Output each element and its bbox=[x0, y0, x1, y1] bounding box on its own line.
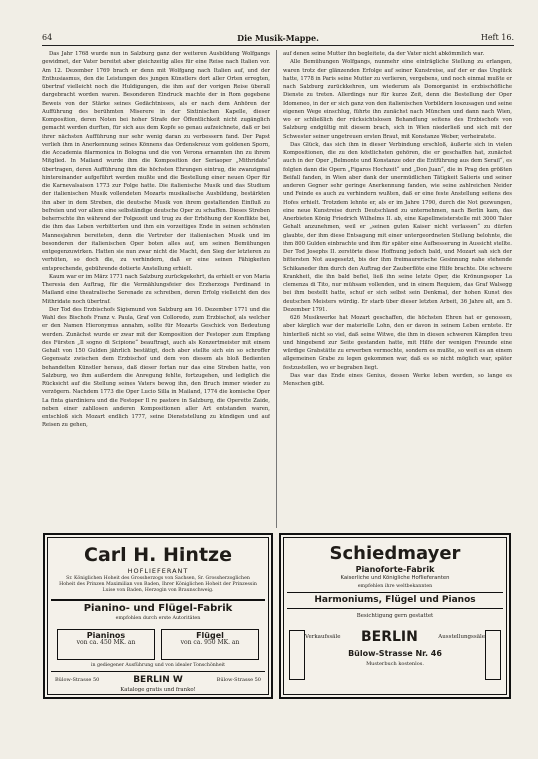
ad-royal-line: Kaiserliche und Königliche Hoflieferanten bbox=[340, 575, 450, 581]
ad-city: BERLIN bbox=[360, 629, 418, 645]
ad-visit-note: Besichtigung gern gestattet bbox=[356, 613, 434, 619]
ad-subtitle: HOFLIEFERANT bbox=[127, 567, 189, 575]
ad-company-name: Carl H. Hintze bbox=[84, 544, 232, 566]
ad-verkauf: Verkaufssäle bbox=[305, 634, 341, 640]
paragraph: Das war das Ende eines Genius, dessen Werke leben werden, so lange es Menschen gibt. bbox=[283, 372, 512, 387]
ad-ausstellung: Ausstellungssäle bbox=[438, 634, 485, 640]
paragraph: Das Glück, das sich ihm in dieser Verbindung erschloß, äußerte sich in vielen Kompositionen, die zu den köstlichsten gehören, die er geschaffen hat, zunächst auch in der Oper „Belmonte und Konstanze oder die Entführung aus dem Serail“, es folgten dann die Opern „Figaros Hochzeit“ und „Don Juan“, die in Prag den größten Beifall fanden, in Wien aber dank der unermüdlichen Tätigkeit Salieris und seiner anderen Gegner sehr geringe Anerkennung fanden, wie seine zahlreichen Neider und Feinde es auch zu verhindern wußten, daß er eine feste Anstellung seitens des Hofes erhielt. Trotzdem lehnte er, als er im Jahre 1790, durch die Not gezwungen, eine neue Kunstreise durch Deutschland zu unternehmen, nach Berlin kam, das Anerbieten König Friedrich Wilhelms II. ab, eine Kapellmeisterstelle mit 3000 Taler Gehalt anzunehmen, weil er „seinen guten Kaiser nicht verlassen“ zu dürfen glaubte, der ihm diese Entsagung mit einer untergeordneten Stellung belohnte, die ihm 800 Gulden einbrachte und ihm für später eine Aufbesserung in Aussicht stellte. Der Tod Josephs II. zerstörte diese Hoffnung jedoch bald, und Mozart sah sich der bittersten Not ausgesetzt, bis der ihm freimaurerische Gesinnung nahe stehende Schikaneder ihm durch den Auftrag der Zauberflöte eine Hilfe brachte. Die schwere Krankheit, die ihn bald befiel, ließ ihn seine letzte Oper, die Krönungsoper La clemenza di Tito, nur mühsam vollenden, und in einem Requiem, das Graf Walsegg bei ihm bestellt hatte, schuf er sich selbst sein Denkmal, der hohen Kunst des deutschen Meisters würdig. Er starb über dieser letzten Arbeit, 36 Jahre alt, am 5. Dezember 1791. bbox=[283, 141, 512, 313]
fluegel-box bbox=[161, 629, 259, 660]
paragraph: Das Jahr 1768 wurde nun in Salzburg ganz der weiteren Ausbildung Wolfgangs gewidmet, der Vater bereitet aber gleichzeitig alles für eine Reise nach Italien vor. Am 12. Dezember 1769 brach er denn mit Wolfgang nach Italien auf, und der Enthusiasmus, den die Leistungen des jungen Künstlers dort aller Orten erregten, übertraf vielleicht noch die Huldigungen, die ihm auf der vorigen Reise überall dargebracht worden waren. Besonderen Eindruck machte der in Rom gegebene Beweis von der Stärke seines Gedächtnisses, als er nach dem Anhören der Aufführung des berühmten Miserere in der Sixtinischen Kapelle, dieser Komposition, deren Noten bei hoher Strafe der Öffentlichkeit nicht zugänglich gemacht werden durften, für sich aus dem Kopfe so genau aufzeichnete, daß er bei ihrer nächsten Aufführung nur sehr wenig daran zu verbessern fand. Der Papst verlieh ihm in Anerkennung seines Könnens das Ordenskreuz vom goldenen Sporn, die Accademia filarmonica in Bologna und die von Verona ernannten ihn zu ihrem Mitglied. In Mailand wurde ihm die Komposition der Seriaoper „Mithridate“ übertragen, deren Aufführung ihm die höchsten Ehrungen eintrug, die zwanzigmal hintereinander aufgeführt werden mußte und die Bestellung einer neuen Oper für die Karnevalsaison 1773 zur Folge hatte. Die italienische Musik und das Studium der italienischen Musik vollendeten Mozarts musikalische Ausbildung, bestärkten ihn aber in dem Streben, die deutsche Musik von ihrem gestaltenden Einfluß zu befreien und vor allem eine selbständige deutsche Oper zu schaffen. Dieses Streben beherrschte ihn während der Folgezeit und trug zu der Erhöhung der Konflikte bei, die ihm das Leben verbitterten und ihm ein vorzeitiges Ende in seinen schönsten Mannesjahren bereiteten, denn die Vertreter der italienischen Musik und im besonderen der italienischen Oper boten alles auf, um seinen Bemühungen entgegenzuwirken. Hatten sie nun zwar nicht die Macht, den Sieg der letzteren zu verhüten, so doch die, zu verhindern, daß er eine seinen Fähigkeiten entsprechende, gebührende dotierte Anstellung erhielt. bbox=[42, 51, 270, 272]
ad-address: Bülow-Strasse Nr. 46 bbox=[348, 649, 442, 658]
issue-number: Heft 16. bbox=[480, 33, 514, 42]
ad-banner-text: Harmoniums, Flügel und Pianos bbox=[314, 595, 476, 605]
ad-rule bbox=[51, 599, 265, 601]
paragraph: Der Tod des Erzbischofs Sigismund von Salzburg am 16. Dezember 1771 und die Wahl des Bischofs Franz v. Paula, Graf von Colloredo, zum Erzbischof, als welcher er den Namen Hieronymus annahm, sollte für Mozarts Geschick von Bedeutung werden. Zunächst wurde er zwar mit der Komposition der Festoper zum Empfang des Fürsten „Il sogno di Scipione“ beauftragt, auch als Konzertmeister mit einem Gehalt von 150 Gulden jährlich bestätigt, doch aber stellte sich ein so schroffer Gegensatz zwischen dem Erzbischof und dem von diesem als bloß Bedienten behandelten Künstler heraus, daß dieser fortan nur das eine Streben hatte, von Salzburg, wo ihm außerdem die Anregung fehlte, fortzugehen, und lediglich die Rücksicht auf die Stellung seines Vaters bewog ihn, den Bruch immer wieder zu verzögern. Nachdem 1773 die Oper Lucio Silla in Mailand, 1774 die komische Oper La finta giardiniera und die Festoper Il re pastore in Salzburg, die Operette Zaide, neben einer zahllosen anderen Kompositionen aller Art entstanden waren, entschloß sich Mozart endlich 1777, seine Dienststellung zu kündigen und auf Reisen zu gehen, bbox=[42, 306, 270, 429]
fluegel-label: Flügel bbox=[196, 631, 224, 640]
pianino-price: von ca. 450 MK. an bbox=[76, 639, 136, 646]
page-header bbox=[42, 33, 514, 45]
ad-subtitle: Pianoforte-Fabrik bbox=[355, 565, 435, 574]
ad-company-name: Schiedmayer bbox=[329, 543, 461, 564]
fluegel-price: von ca. 950 MK. an bbox=[180, 639, 240, 646]
ad-catalog: Kataloge gratis und franko! bbox=[120, 687, 196, 693]
ad-city: BERLIN W bbox=[133, 675, 183, 685]
ad-royal-line: Sr. Königlichen Hoheit des Grossherzogs von Sachsen, Sr. Grossherzoglichen Hoheit des Prinzen Maximilian von Baden, Ihrer Königlichen Hoheit der Prinzessin Luise von Baden, Herzogin von Braunschweig. bbox=[59, 576, 257, 593]
schiedmayer-advertisement bbox=[279, 533, 511, 699]
page-number: 64 bbox=[42, 33, 53, 42]
column-divider bbox=[276, 50, 277, 528]
ad-product: Pianino- und Flügel-Fabrik bbox=[83, 603, 233, 614]
pianino-label: Pianinos bbox=[86, 631, 126, 640]
ad-rule bbox=[51, 671, 265, 672]
price-boxes bbox=[57, 629, 259, 660]
paragraph: auf denen seine Mutter ihn begleitete, da der Vater nicht abkömmlich war. bbox=[283, 51, 485, 57]
paragraph: 626 Musikwerke hat Mozart geschaffen, die höchsten Ehren hat er genossen, aber kärglich war der materielle Lohn, den er davon in seinem Leben erntete. Er hinterließ nicht so viel, daß seine Witwe, die ihm in diesen schweren Kämpfen treu und hingebend zur Seite gestanden hatte, mit Hilfe der wenigen Freunde eine würdige Grabstätte zu erwerben vermochte, sondern es mußte, so weit es an einem allgemeinen Grabe zu legen gekommen war, daß es so nicht möglich war, später festzustellen, wo er begraben liegt. bbox=[283, 315, 512, 371]
magazine-title: Die Musik-Mappe. bbox=[237, 33, 319, 43]
ad-empfehlen: empfehlen ihre weltbekannten bbox=[357, 584, 433, 589]
ad-catalog: Musterbuch kostenlos. bbox=[366, 661, 424, 667]
header-rule bbox=[42, 45, 514, 46]
ad-address-row bbox=[55, 674, 261, 686]
pianino-box bbox=[57, 629, 155, 660]
ad-address-left: Bülow-Strasse 50 bbox=[55, 677, 100, 683]
paragraph: Kaum war er im März 1771 nach Salzburg zurückgekehrt, da erhielt er von Maria Theresia den Auftrag, für die Vermählungsfeier des Erzherzogs Ferdinand in Mailand eine theatralische Serenade zu schreiben, deren Erfolg vielleicht den des Mithridate noch übertraf. bbox=[42, 273, 270, 305]
ad-address-right: Bülow-Strasse 50 bbox=[216, 677, 261, 683]
hintze-advertisement bbox=[43, 533, 273, 699]
right-column bbox=[283, 50, 512, 526]
ad-quality-note: in gediegener Ausführung und von idealer Tonschönheit bbox=[91, 663, 225, 668]
ad-banner bbox=[287, 592, 503, 609]
ad-city-row bbox=[305, 629, 485, 645]
ad-product-note: empfohlen durch erste Autoritäten bbox=[115, 616, 201, 621]
paragraph: Alle Bemühungen Wolfgangs, nunmehr eine einträgliche Stellung zu erlangen, waren trotz der glänzenden Erfolge auf seiner Kunstreise, auf der er das Unglück hatte, 1778 in Paris seine Mutter zu verlieren, vergebens, und noch einmal mußte er nach Salzburg zurückkehren, um wiederum als Domorganist in erzbischöfliche Dienste zu treten. Allerdings nur für kurze Zeit, denn die Bestellung der Oper Idomeneo, in der er sich ganz von den italienischen Vorbildern loszusagen und seine eigenen Wege einschlug, führte ihn zunächst nach München und dann nach Wien, wo er schließlich der rücksichtslosen Behandlung seitens des Erzbischofs von Salzburg endgültig mit diesem brach, sich in Wien niederließ und sich mit der Schwester seiner ungetreuen ersten Braut, mit Konstanze Weber, verheiratete. bbox=[283, 59, 512, 140]
left-column bbox=[42, 50, 270, 526]
